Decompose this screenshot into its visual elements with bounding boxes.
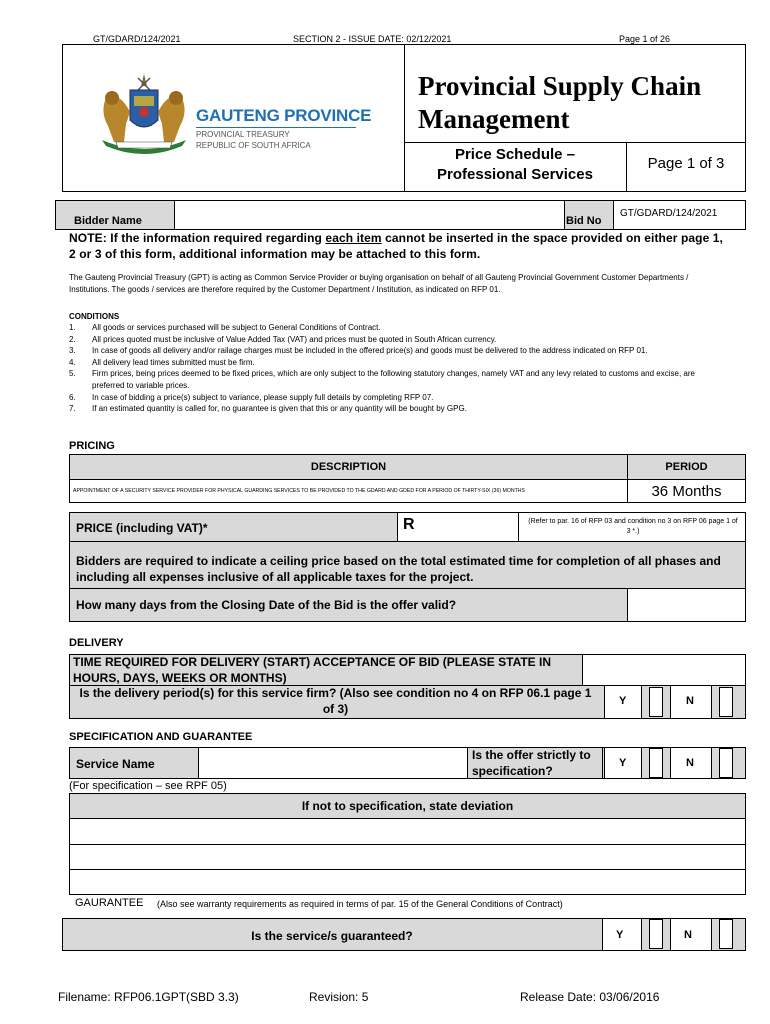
coat-of-arms-logo [94, 72, 194, 156]
pricing-heading: PRICING [69, 440, 115, 452]
logo-line1: PROVINCIAL TREASURY [196, 130, 290, 139]
bidder-name-input[interactable] [174, 200, 565, 230]
deviation-header: If not to specification, state deviation [301, 799, 514, 813]
delivery-heading: DELIVERY [69, 637, 124, 649]
note-text [69, 231, 729, 262]
condition-item: 2. All prices quoted must be inclusive of Value Added Tax (VAT) and prices must be quoted in South African currency. [69, 334, 497, 344]
title-divider-h [404, 142, 746, 143]
spec-no-checkbox[interactable] [719, 748, 733, 778]
price-refer: (Refer to par. 16 of RFP 03 and condition no 3 on RFP 06 page 1 of 3 *.) [528, 518, 738, 535]
bidder-name-label: Bidder Name [74, 215, 142, 227]
conditions-title: CONDITIONS [69, 312, 120, 321]
header-ref: GT/GDARD/124/2021 [93, 34, 181, 44]
condition-item: 1. All goods or services purchased will be subject to General Conditions of Contract. [69, 323, 381, 332]
title-divider-v [404, 44, 405, 192]
service-name-input[interactable] [198, 747, 468, 779]
delivery-time-input[interactable] [582, 654, 746, 686]
page-subtitle: Price Schedule – Professional Services [437, 146, 593, 183]
guarantee-question: Is the service/s guaranteed? [251, 929, 413, 943]
guarantee-no-checkbox[interactable] [719, 919, 733, 949]
header-section: SECTION 2 - ISSUE DATE: 02/12/2021 [293, 34, 452, 44]
bid-no-value: GT/GDARD/124/2021 [620, 208, 718, 219]
pricing-period-value: 36 Months [651, 483, 722, 500]
footer-release: Release Date: 03/06/2016 [520, 990, 660, 1004]
guarantee-y-label: Y [616, 929, 624, 941]
footer-filename: Filename: RFP06.1GPT(SBD 3.3) [58, 990, 239, 1004]
spec-heading: SPECIFICATION AND GUARANTEE [69, 731, 253, 743]
delivery-y-label: Y [619, 695, 627, 707]
condition-item: 6. In case of bidding a price(s) subject to variance, please supply full details by completing RFP 07. [69, 392, 434, 402]
note-part-b: each item [325, 231, 382, 245]
intro-text: The Gauteng Provincial Treasury (GPT) is acting as Common Service Provider or buying organisation on behalf of all Gauteng Provincial Government Customer Departments / Institutions. The goods / services are therefore required by the Customer Department / Institution, as indicated on RFP 01. [69, 273, 689, 294]
spec-see-note: (For specification – see RPF 05) [69, 780, 227, 792]
spec-n-label: N [686, 757, 694, 769]
price-input[interactable] [397, 512, 519, 542]
condition-item: 4. All delivery lead times submitted must be firm. [69, 357, 255, 367]
title-page-of: Page 1 of 3 [647, 155, 725, 172]
delivery-yes-checkbox[interactable] [649, 687, 663, 717]
delivery-firm-question: Is the delivery period(s) for this service firm? (Also see condition no 4 on RFP 06.1 page 1 of 3) [79, 686, 592, 716]
strict-question: Is the offer strictly to specification? [472, 748, 591, 778]
pricing-period-header: PERIOD [665, 461, 708, 473]
header-page: Page 1 of 26 [619, 34, 671, 44]
pricing-desc-value: APPOINTMENT OF A SECURITY SERVICE PROVIDER FOR PHYSICAL GUARDING SERVICES TO BE PROVIDED TO THE GDARD AND GDED FOR A PERIOD OF THIRTY-SIX (36) MONTHS [73, 488, 525, 494]
service-name-label: Service Name [76, 757, 155, 771]
footer-revision: Revision: 5 [309, 990, 369, 1004]
conditions-list [69, 322, 719, 415]
guarantee-yes-checkbox[interactable] [649, 919, 663, 949]
deviation-line-1[interactable] [69, 818, 746, 845]
note-part-a: NOTE: If the information required regarding [69, 231, 326, 245]
note-part-c: cannot be inserted in the space provided on either page 1, 2 or 3 of this form, additional information may be attached to this form. [69, 231, 723, 261]
logo-name: GAUTENG PROVINCE [196, 106, 372, 125]
delivery-no-checkbox[interactable] [719, 687, 733, 717]
deviation-line-3[interactable] [69, 869, 746, 895]
page-title: Provincial Supply Chain Management [418, 71, 702, 134]
valid-days-label: How many days from the Closing Date of the Bid is the offer valid? [76, 598, 457, 612]
spec-y-label: Y [619, 757, 627, 769]
delivery-n-label: N [686, 695, 694, 707]
condition-item: 7. If an estimated quantity is called for, no guarantee is given that this or any quantity will be bought by GPG. [69, 404, 467, 414]
delivery-time-label: TIME REQUIRED FOR DELIVERY (START) ACCEPTANCE OF BID (PLEASE STATE IN HOURS, DAYS, WEEKS OR MONTHS) [73, 655, 552, 685]
valid-days-input[interactable] [627, 588, 746, 622]
guarantee-n-label: N [684, 929, 692, 941]
condition-item: 3. In case of goods all delivery and/or railage charges must be included in the offered price(s) and goods must be delivered to the address indicated on RFP 01. [69, 346, 648, 356]
ceiling-text: Bidders are required to indicate a ceiling price based on the total estimated time for completion of all phases and including all expenses inclusive of all applicable taxes for the project. [76, 554, 721, 584]
price-label: PRICE (including VAT)* [76, 521, 208, 535]
deviation-line-2[interactable] [69, 844, 746, 870]
condition-item: 5. Firm prices, being prices deemed to be fixed prices, which are only subject to the following statutory changes, namely VAT and any levy related to customs and excise, are preferred to variable prices. [69, 369, 695, 390]
pricing-desc-header: DESCRIPTION [310, 461, 387, 473]
guarantee-label: GAURANTEE [75, 897, 144, 909]
logo-rule [196, 127, 356, 128]
price-currency: R [403, 516, 415, 533]
spec-yes-checkbox[interactable] [649, 748, 663, 778]
bid-no-label: Bid No [566, 215, 602, 227]
logo-line2: REPUBLIC OF SOUTH AFRICA [196, 141, 311, 150]
guarantee-note: (Also see warranty requirements as required in terms of par. 15 of the General Conditions of Contract) [157, 899, 563, 909]
